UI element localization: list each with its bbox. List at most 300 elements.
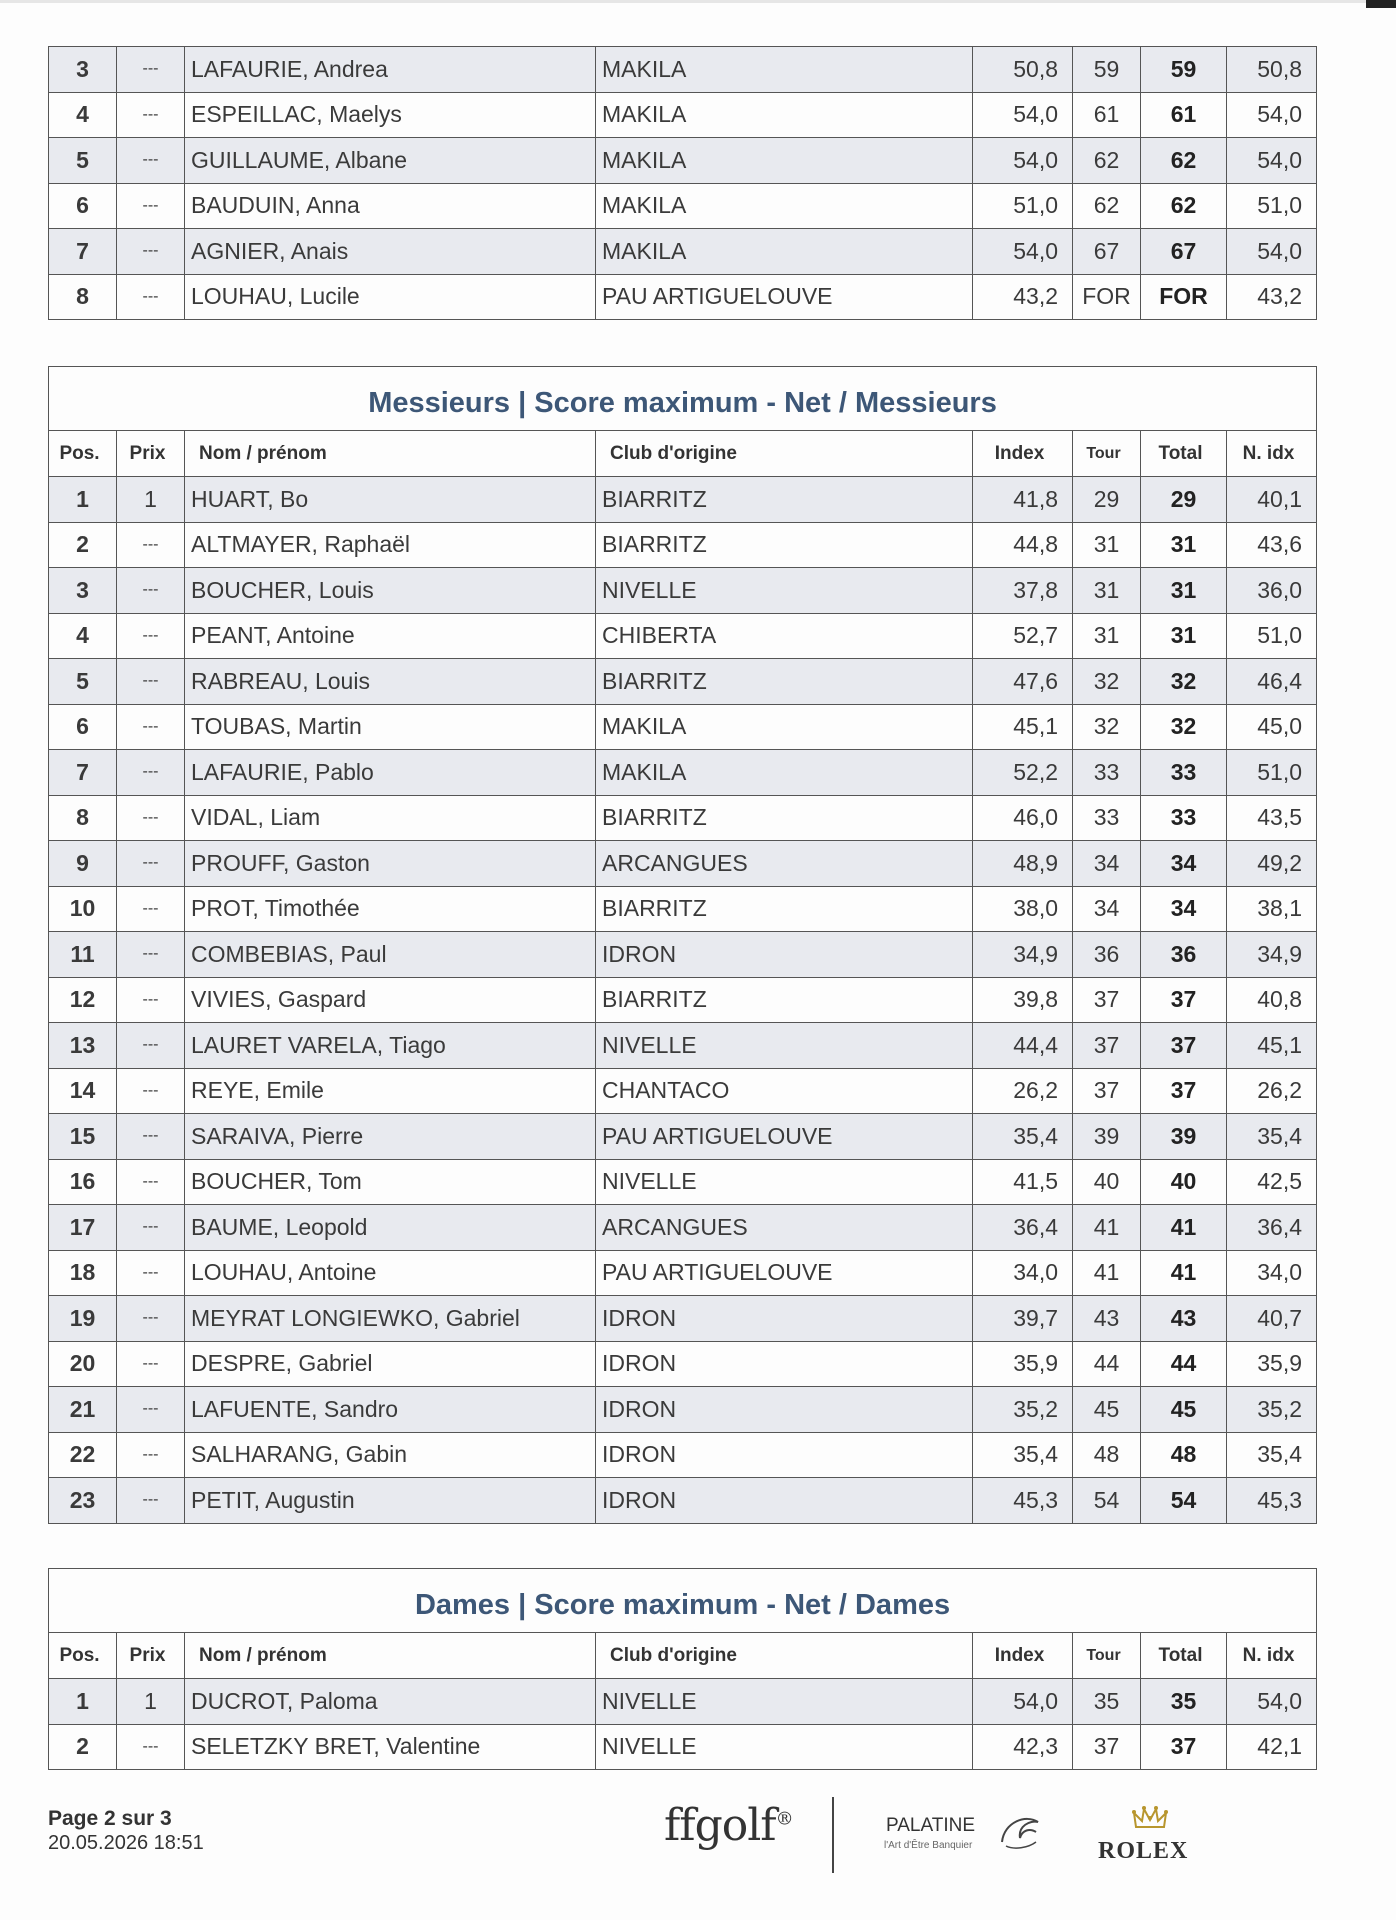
cell-index: 38,0 <box>973 886 1073 932</box>
cell-index: 39,7 <box>973 1296 1073 1342</box>
col-header-index: Index <box>973 1633 1073 1679</box>
cell-tour: 37 <box>1073 1023 1141 1069</box>
cell-index: 54,0 <box>973 138 1073 184</box>
cell-pos: 21 <box>49 1387 117 1433</box>
scan-mark <box>1366 0 1396 8</box>
col-header-nidx: N. idx <box>1227 431 1317 477</box>
cell-tour: FOR <box>1073 274 1141 320</box>
cell-pos: 6 <box>49 704 117 750</box>
cell-prix: --- <box>117 1387 185 1433</box>
cell-index: 45,3 <box>973 1478 1073 1524</box>
cell-nidx: 42,1 <box>1227 1724 1317 1770</box>
cell-pos: 8 <box>49 274 117 320</box>
cell-club: MAKILA <box>596 183 973 229</box>
cell-pos: 5 <box>49 659 117 705</box>
cell-total: 40 <box>1141 1159 1227 1205</box>
cell-club: IDRON <box>596 932 973 978</box>
cell-index: 37,8 <box>973 568 1073 614</box>
cell-tour: 29 <box>1073 477 1141 523</box>
table-row <box>49 1068 1317 1114</box>
cell-club: PAU ARTIGUELOUVE <box>596 1114 973 1160</box>
cell-club: IDRON <box>596 1478 973 1524</box>
cell-total: 31 <box>1141 613 1227 659</box>
col-header-club: Club d'origine <box>596 1633 973 1679</box>
cell-tour: 62 <box>1073 183 1141 229</box>
cell-index: 35,9 <box>973 1341 1073 1387</box>
cell-prix: --- <box>117 1114 185 1160</box>
palatine-tagline: l'Art d'Être Banquier <box>884 1840 973 1851</box>
cell-pos: 17 <box>49 1205 117 1251</box>
cell-prix: --- <box>117 1205 185 1251</box>
table-row <box>49 1724 1317 1770</box>
cell-club: MAKILA <box>596 229 973 275</box>
cell-total: 44 <box>1141 1341 1227 1387</box>
cell-nidx: 38,1 <box>1227 886 1317 932</box>
cell-name: BAUDUIN, Anna <box>185 183 596 229</box>
cell-index: 35,4 <box>973 1432 1073 1478</box>
cell-total: 34 <box>1141 841 1227 887</box>
cell-club: BIARRITZ <box>596 795 973 841</box>
cell-nidx: 46,4 <box>1227 659 1317 705</box>
table-row <box>49 841 1317 887</box>
cell-name: RABREAU, Louis <box>185 659 596 705</box>
table-row <box>49 568 1317 614</box>
col-header-nidx: N. idx <box>1227 1633 1317 1679</box>
cell-pos: 3 <box>49 568 117 614</box>
cell-total: 54 <box>1141 1478 1227 1524</box>
registered-mark: ® <box>775 1808 793 1830</box>
cell-prix: --- <box>117 1250 185 1296</box>
cell-index: 54,0 <box>973 92 1073 138</box>
table-row <box>49 1250 1317 1296</box>
table-title: Messieurs | Score maximum - Net / Messieurs <box>49 367 1317 431</box>
cell-tour: 67 <box>1073 229 1141 275</box>
cell-nidx: 49,2 <box>1227 841 1317 887</box>
cell-prix: --- <box>117 704 185 750</box>
cell-prix: --- <box>117 659 185 705</box>
cell-pos: 2 <box>49 1724 117 1770</box>
cell-pos: 20 <box>49 1341 117 1387</box>
cell-club: NIVELLE <box>596 568 973 614</box>
cell-nidx: 54,0 <box>1227 92 1317 138</box>
cell-index: 43,2 <box>973 274 1073 320</box>
table-row <box>49 1341 1317 1387</box>
cell-index: 26,2 <box>973 1068 1073 1114</box>
cell-tour: 33 <box>1073 750 1141 796</box>
cell-nidx: 40,1 <box>1227 477 1317 523</box>
palatine-logo: PALATINE <box>886 1815 976 1836</box>
cell-tour: 45 <box>1073 1387 1141 1433</box>
cell-index: 34,0 <box>973 1250 1073 1296</box>
cell-total: 67 <box>1141 229 1227 275</box>
cell-nidx: 43,2 <box>1227 274 1317 320</box>
table-row <box>49 522 1317 568</box>
cell-index: 35,2 <box>973 1387 1073 1433</box>
cell-prix: --- <box>117 795 185 841</box>
cell-total: 48 <box>1141 1432 1227 1478</box>
cell-club: PAU ARTIGUELOUVE <box>596 274 973 320</box>
cell-club: CHIBERTA <box>596 613 973 659</box>
cell-tour: 37 <box>1073 977 1141 1023</box>
col-header-index: Index <box>973 431 1073 477</box>
cell-prix: --- <box>117 886 185 932</box>
print-datetime: 20.05.2026 18:51 <box>48 1832 204 1854</box>
cell-name: GUILLAUME, Albane <box>185 138 596 184</box>
cell-nidx: 43,6 <box>1227 522 1317 568</box>
cell-pos: 18 <box>49 1250 117 1296</box>
cell-tour: 35 <box>1073 1679 1141 1725</box>
cell-name: LAURET VARELA, Tiago <box>185 1023 596 1069</box>
cell-tour: 59 <box>1073 47 1141 93</box>
cell-club: NIVELLE <box>596 1679 973 1725</box>
col-header-prix: Prix <box>117 1633 185 1679</box>
table-row <box>49 47 1317 93</box>
cell-prix: --- <box>117 92 185 138</box>
cell-index: 52,2 <box>973 750 1073 796</box>
cell-name: COMBEBIAS, Paul <box>185 932 596 978</box>
cell-club: PAU ARTIGUELOUVE <box>596 1250 973 1296</box>
cell-total: 33 <box>1141 750 1227 796</box>
col-header-name: Nom / prénom <box>185 1633 596 1679</box>
cell-pos: 5 <box>49 138 117 184</box>
table-row <box>49 1432 1317 1478</box>
cell-tour: 32 <box>1073 704 1141 750</box>
cell-pos: 1 <box>49 1679 117 1725</box>
cell-club: BIARRITZ <box>596 977 973 1023</box>
cell-club: MAKILA <box>596 92 973 138</box>
cell-index: 39,8 <box>973 977 1073 1023</box>
cell-prix: --- <box>117 977 185 1023</box>
cell-nidx: 50,8 <box>1227 47 1317 93</box>
cell-nidx: 36,4 <box>1227 1205 1317 1251</box>
table-row <box>49 1205 1317 1251</box>
table-row <box>49 886 1317 932</box>
cell-nidx: 45,0 <box>1227 704 1317 750</box>
cell-name: DESPRE, Gabriel <box>185 1341 596 1387</box>
cell-total: 31 <box>1141 522 1227 568</box>
cell-club: IDRON <box>596 1432 973 1478</box>
col-header-total: Total <box>1141 431 1227 477</box>
cell-total: 35 <box>1141 1679 1227 1725</box>
cell-nidx: 54,0 <box>1227 1679 1317 1725</box>
table-row <box>49 1159 1317 1205</box>
table-row <box>49 659 1317 705</box>
cell-pos: 6 <box>49 183 117 229</box>
cell-pos: 12 <box>49 977 117 1023</box>
cell-club: MAKILA <box>596 47 973 93</box>
cell-total: 59 <box>1141 47 1227 93</box>
cell-name: PEANT, Antoine <box>185 613 596 659</box>
cell-total: 45 <box>1141 1387 1227 1433</box>
palatine-emblem-icon <box>996 1808 1044 1852</box>
cell-prix: 1 <box>117 477 185 523</box>
cell-name: MEYRAT LONGIEWKO, Gabriel <box>185 1296 596 1342</box>
cell-pos: 7 <box>49 229 117 275</box>
cell-name: LAFUENTE, Sandro <box>185 1387 596 1433</box>
cell-nidx: 40,8 <box>1227 977 1317 1023</box>
cell-nidx: 54,0 <box>1227 229 1317 275</box>
cell-pos: 23 <box>49 1478 117 1524</box>
cell-prix: --- <box>117 613 185 659</box>
cell-prix: --- <box>117 274 185 320</box>
cell-tour: 37 <box>1073 1068 1141 1114</box>
table-row <box>49 795 1317 841</box>
cell-tour: 40 <box>1073 1159 1141 1205</box>
cell-name: PROT, Timothée <box>185 886 596 932</box>
cell-name: SELETZKY BRET, Valentine <box>185 1724 596 1770</box>
table-row <box>49 750 1317 796</box>
col-header-club: Club d'origine <box>596 431 973 477</box>
cell-nidx: 45,3 <box>1227 1478 1317 1524</box>
cell-tour: 34 <box>1073 841 1141 887</box>
cell-club: NIVELLE <box>596 1159 973 1205</box>
cell-index: 36,4 <box>973 1205 1073 1251</box>
cell-nidx: 34,9 <box>1227 932 1317 978</box>
cell-tour: 48 <box>1073 1432 1141 1478</box>
cell-prix: --- <box>117 1478 185 1524</box>
cell-total: 32 <box>1141 704 1227 750</box>
cell-total: 37 <box>1141 1724 1227 1770</box>
table-row <box>49 1023 1317 1069</box>
table-row <box>49 1679 1317 1725</box>
cell-name: VIDAL, Liam <box>185 795 596 841</box>
page-number: Page 2 sur 3 <box>48 1807 172 1830</box>
cell-tour: 36 <box>1073 932 1141 978</box>
cell-total: 43 <box>1141 1296 1227 1342</box>
cell-total: 36 <box>1141 932 1227 978</box>
table-row <box>49 704 1317 750</box>
table-row <box>49 932 1317 978</box>
cell-index: 34,9 <box>973 932 1073 978</box>
cell-name: VIVIES, Gaspard <box>185 977 596 1023</box>
results-table-continued <box>48 46 1317 320</box>
cell-pos: 7 <box>49 750 117 796</box>
cell-pos: 4 <box>49 92 117 138</box>
cell-prix: --- <box>117 932 185 978</box>
cell-pos: 16 <box>49 1159 117 1205</box>
cell-tour: 61 <box>1073 92 1141 138</box>
cell-index: 44,4 <box>973 1023 1073 1069</box>
cell-club: MAKILA <box>596 138 973 184</box>
cell-pos: 15 <box>49 1114 117 1160</box>
cell-tour: 37 <box>1073 1724 1141 1770</box>
cell-pos: 9 <box>49 841 117 887</box>
cell-name: LOUHAU, Lucile <box>185 274 596 320</box>
scan-edge <box>0 0 1396 3</box>
cell-total: 33 <box>1141 795 1227 841</box>
cell-total: 39 <box>1141 1114 1227 1160</box>
cell-pos: 22 <box>49 1432 117 1478</box>
cell-tour: 44 <box>1073 1341 1141 1387</box>
cell-nidx: 35,2 <box>1227 1387 1317 1433</box>
cell-name: TOUBAS, Martin <box>185 704 596 750</box>
cell-prix: --- <box>117 1068 185 1114</box>
ffgolf-wordmark: ffgolf <box>664 1800 776 1851</box>
cell-nidx: 36,0 <box>1227 568 1317 614</box>
cell-name: SALHARANG, Gabin <box>185 1432 596 1478</box>
cell-total: 29 <box>1141 477 1227 523</box>
col-header-tour: Tour <box>1073 1633 1141 1679</box>
rolex-logo: ROLEX <box>1098 1838 1189 1864</box>
logo-separator <box>832 1797 834 1873</box>
cell-pos: 2 <box>49 522 117 568</box>
cell-tour: 32 <box>1073 659 1141 705</box>
cell-name: LAFAURIE, Andrea <box>185 47 596 93</box>
cell-total: 37 <box>1141 1068 1227 1114</box>
cell-club: IDRON <box>596 1296 973 1342</box>
col-header-pos: Pos. <box>49 431 117 477</box>
table-row <box>49 977 1317 1023</box>
results-table-messieurs <box>48 366 1317 1524</box>
cell-prix: --- <box>117 1724 185 1770</box>
cell-prix: --- <box>117 138 185 184</box>
cell-pos: 11 <box>49 932 117 978</box>
cell-name: BAUME, Leopold <box>185 1205 596 1251</box>
cell-name: ALTMAYER, Raphaël <box>185 522 596 568</box>
table-title: Dames | Score maximum - Net / Dames <box>49 1569 1317 1633</box>
table-row <box>49 613 1317 659</box>
cell-club: NIVELLE <box>596 1023 973 1069</box>
cell-pos: 14 <box>49 1068 117 1114</box>
table-row <box>49 1296 1317 1342</box>
cell-pos: 19 <box>49 1296 117 1342</box>
cell-club: MAKILA <box>596 750 973 796</box>
cell-total: 31 <box>1141 568 1227 614</box>
col-header-pos: Pos. <box>49 1633 117 1679</box>
table-row <box>49 229 1317 275</box>
cell-index: 41,5 <box>973 1159 1073 1205</box>
cell-name: LOUHAU, Antoine <box>185 1250 596 1296</box>
cell-tour: 34 <box>1073 886 1141 932</box>
cell-name: DUCROT, Paloma <box>185 1679 596 1725</box>
cell-index: 44,8 <box>973 522 1073 568</box>
cell-total: FOR <box>1141 274 1227 320</box>
table-row <box>49 92 1317 138</box>
cell-pos: 10 <box>49 886 117 932</box>
cell-prix: 1 <box>117 1679 185 1725</box>
cell-prix: --- <box>117 1159 185 1205</box>
cell-tour: 33 <box>1073 795 1141 841</box>
cell-tour: 54 <box>1073 1478 1141 1524</box>
cell-prix: --- <box>117 1432 185 1478</box>
cell-index: 50,8 <box>973 47 1073 93</box>
cell-total: 41 <box>1141 1250 1227 1296</box>
table-row <box>49 1478 1317 1524</box>
cell-nidx: 51,0 <box>1227 613 1317 659</box>
table-row <box>49 138 1317 184</box>
cell-prix: --- <box>117 1023 185 1069</box>
cell-index: 52,7 <box>973 613 1073 659</box>
cell-club: IDRON <box>596 1341 973 1387</box>
rolex-crown-icon <box>1130 1805 1170 1831</box>
cell-name: PETIT, Augustin <box>185 1478 596 1524</box>
results-table-dames <box>48 1568 1317 1770</box>
cell-total: 62 <box>1141 138 1227 184</box>
table-row <box>49 1114 1317 1160</box>
cell-prix: --- <box>117 522 185 568</box>
cell-club: CHANTACO <box>596 1068 973 1114</box>
ffgolf-logo <box>664 1800 793 1851</box>
cell-nidx: 35,4 <box>1227 1432 1317 1478</box>
cell-index: 46,0 <box>973 795 1073 841</box>
cell-prix: --- <box>117 47 185 93</box>
cell-prix: --- <box>117 1296 185 1342</box>
cell-nidx: 51,0 <box>1227 183 1317 229</box>
cell-club: IDRON <box>596 1387 973 1433</box>
cell-pos: 13 <box>49 1023 117 1069</box>
cell-club: BIARRITZ <box>596 522 973 568</box>
cell-name: BOUCHER, Louis <box>185 568 596 614</box>
col-header-total: Total <box>1141 1633 1227 1679</box>
cell-pos: 1 <box>49 477 117 523</box>
cell-tour: 41 <box>1073 1250 1141 1296</box>
cell-name: AGNIER, Anais <box>185 229 596 275</box>
cell-club: BIARRITZ <box>596 886 973 932</box>
cell-prix: --- <box>117 568 185 614</box>
cell-nidx: 34,0 <box>1227 1250 1317 1296</box>
cell-tour: 31 <box>1073 613 1141 659</box>
cell-index: 41,8 <box>973 477 1073 523</box>
cell-club: BIARRITZ <box>596 659 973 705</box>
cell-prix: --- <box>117 183 185 229</box>
cell-name: REYE, Emile <box>185 1068 596 1114</box>
cell-club: ARCANGUES <box>596 841 973 887</box>
cell-club: ARCANGUES <box>596 1205 973 1251</box>
cell-index: 47,6 <box>973 659 1073 705</box>
cell-total: 32 <box>1141 659 1227 705</box>
cell-name: PROUFF, Gaston <box>185 841 596 887</box>
cell-name: BOUCHER, Tom <box>185 1159 596 1205</box>
cell-tour: 39 <box>1073 1114 1141 1160</box>
cell-club: MAKILA <box>596 704 973 750</box>
cell-tour: 41 <box>1073 1205 1141 1251</box>
cell-pos: 4 <box>49 613 117 659</box>
cell-total: 61 <box>1141 92 1227 138</box>
cell-total: 37 <box>1141 1023 1227 1069</box>
cell-tour: 43 <box>1073 1296 1141 1342</box>
cell-tour: 31 <box>1073 522 1141 568</box>
cell-index: 48,9 <box>973 841 1073 887</box>
cell-total: 41 <box>1141 1205 1227 1251</box>
table-row <box>49 183 1317 229</box>
cell-prix: --- <box>117 841 185 887</box>
cell-name: ESPEILLAC, Maelys <box>185 92 596 138</box>
cell-name: SARAIVA, Pierre <box>185 1114 596 1160</box>
col-header-name: Nom / prénom <box>185 431 596 477</box>
cell-nidx: 43,5 <box>1227 795 1317 841</box>
cell-name: HUART, Bo <box>185 477 596 523</box>
cell-index: 54,0 <box>973 229 1073 275</box>
cell-nidx: 45,1 <box>1227 1023 1317 1069</box>
cell-nidx: 42,5 <box>1227 1159 1317 1205</box>
cell-total: 34 <box>1141 886 1227 932</box>
cell-club: NIVELLE <box>596 1724 973 1770</box>
cell-nidx: 26,2 <box>1227 1068 1317 1114</box>
cell-pos: 3 <box>49 47 117 93</box>
col-header-prix: Prix <box>117 431 185 477</box>
col-header-tour: Tour <box>1073 431 1141 477</box>
cell-index: 42,3 <box>973 1724 1073 1770</box>
cell-pos: 8 <box>49 795 117 841</box>
cell-prix: --- <box>117 229 185 275</box>
cell-total: 62 <box>1141 183 1227 229</box>
cell-nidx: 51,0 <box>1227 750 1317 796</box>
cell-prix: --- <box>117 1341 185 1387</box>
table-row <box>49 1387 1317 1433</box>
cell-club: BIARRITZ <box>596 477 973 523</box>
cell-nidx: 35,4 <box>1227 1114 1317 1160</box>
table-row <box>49 477 1317 523</box>
